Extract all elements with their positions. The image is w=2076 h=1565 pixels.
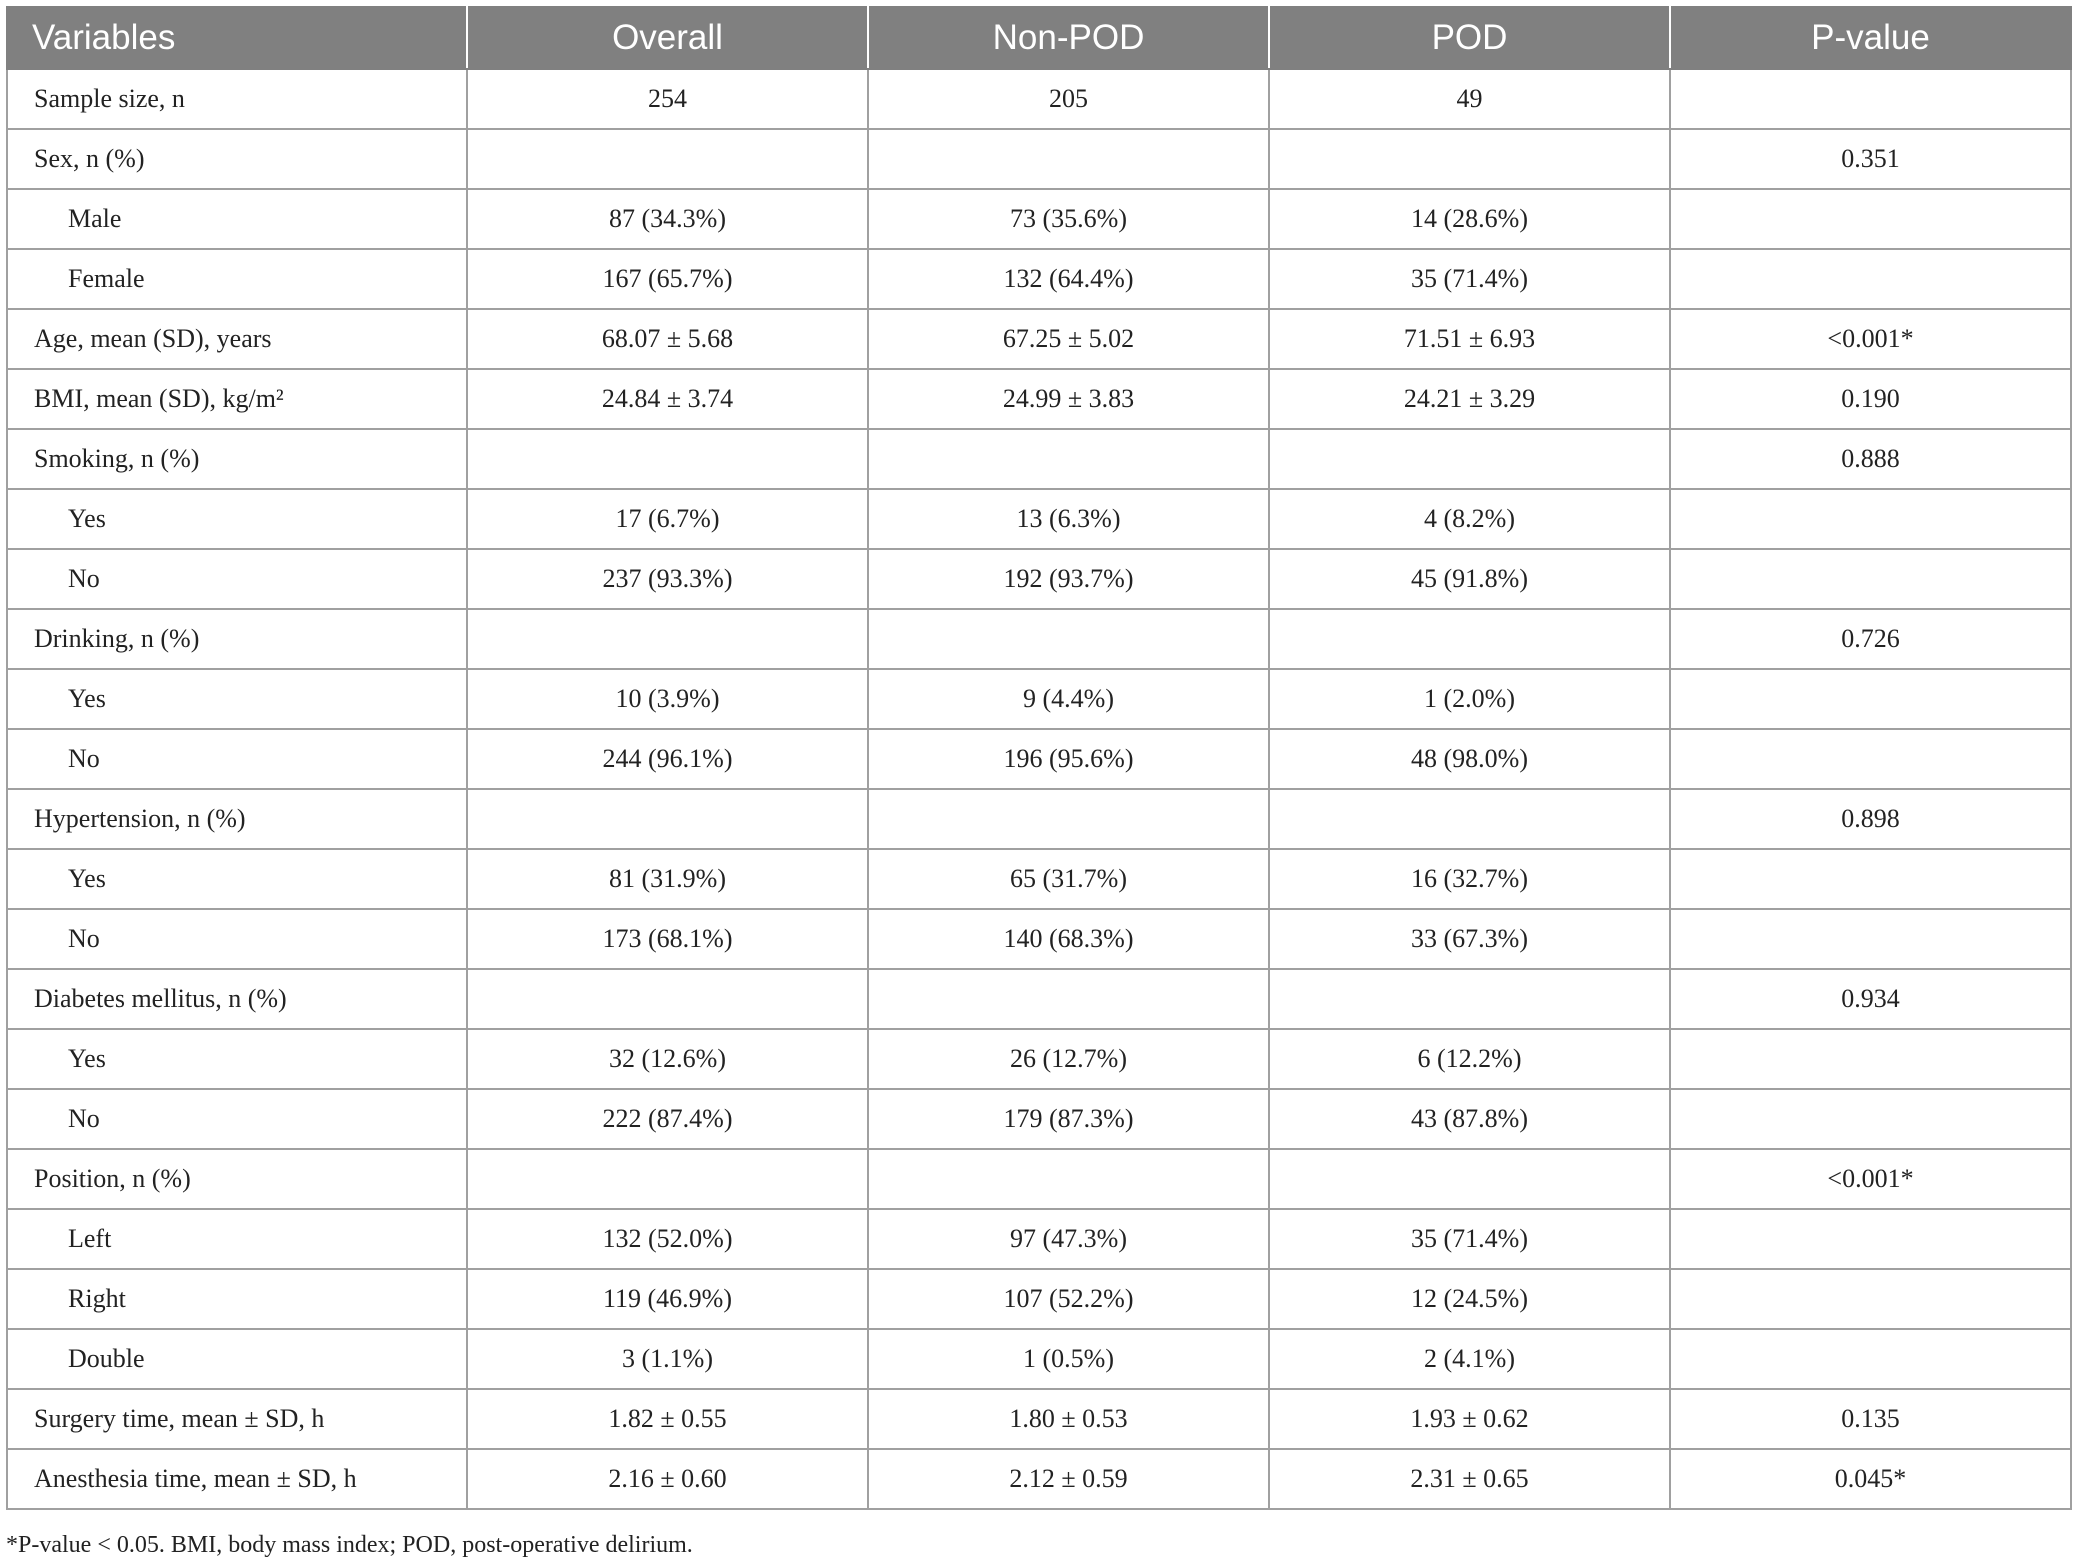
variable-label: Female	[7, 249, 467, 309]
variable-label: Hypertension, n (%)	[7, 789, 467, 849]
non-pod-cell: 192 (93.7%)	[868, 549, 1269, 609]
header-non-pod: Non-POD	[868, 7, 1269, 69]
overall-cell: 17 (6.7%)	[467, 489, 868, 549]
overall-cell: 3 (1.1%)	[467, 1329, 868, 1389]
variable-label: Age, mean (SD), years	[7, 309, 467, 369]
pod-cell	[1269, 1149, 1670, 1209]
non-pod-cell: 26 (12.7%)	[868, 1029, 1269, 1089]
table-row	[7, 909, 2071, 969]
pod-cell: 35 (71.4%)	[1269, 249, 1670, 309]
p-value-cell: 0.135	[1670, 1389, 2071, 1449]
header-p-value: P-value	[1670, 7, 2071, 69]
non-pod-cell: 2.12 ± 0.59	[868, 1449, 1269, 1509]
table-row	[7, 669, 2071, 729]
variable-label: No	[7, 549, 467, 609]
non-pod-cell: 24.99 ± 3.83	[868, 369, 1269, 429]
overall-cell	[467, 1149, 868, 1209]
pod-cell: 43 (87.8%)	[1269, 1089, 1670, 1149]
characteristics-table	[6, 6, 2072, 1510]
non-pod-cell: 132 (64.4%)	[868, 249, 1269, 309]
non-pod-cell: 1 (0.5%)	[868, 1329, 1269, 1389]
p-value-cell	[1670, 189, 2071, 249]
non-pod-cell: 67.25 ± 5.02	[868, 309, 1269, 369]
overall-cell: 244 (96.1%)	[467, 729, 868, 789]
table-row	[7, 1029, 2071, 1089]
variable-label: No	[7, 1089, 467, 1149]
pod-cell: 14 (28.6%)	[1269, 189, 1670, 249]
variable-label: Diabetes mellitus, n (%)	[7, 969, 467, 1029]
table-row	[7, 69, 2071, 129]
variable-label: Right	[7, 1269, 467, 1329]
pod-cell: 48 (98.0%)	[1269, 729, 1670, 789]
non-pod-cell: 179 (87.3%)	[868, 1089, 1269, 1149]
pod-cell	[1269, 609, 1670, 669]
overall-cell: 167 (65.7%)	[467, 249, 868, 309]
table-row	[7, 729, 2071, 789]
pod-cell: 4 (8.2%)	[1269, 489, 1670, 549]
non-pod-cell: 140 (68.3%)	[868, 909, 1269, 969]
variable-label: BMI, mean (SD), kg/m²	[7, 369, 467, 429]
p-value-cell	[1670, 729, 2071, 789]
overall-cell: 2.16 ± 0.60	[467, 1449, 868, 1509]
table-row	[7, 1089, 2071, 1149]
overall-cell: 32 (12.6%)	[467, 1029, 868, 1089]
overall-cell	[467, 789, 868, 849]
non-pod-cell: 65 (31.7%)	[868, 849, 1269, 909]
table-row	[7, 849, 2071, 909]
table-row	[7, 1149, 2071, 1209]
variable-label: Male	[7, 189, 467, 249]
overall-cell: 68.07 ± 5.68	[467, 309, 868, 369]
p-value-cell: 0.898	[1670, 789, 2071, 849]
p-value-cell	[1670, 69, 2071, 129]
p-value-cell	[1670, 849, 2071, 909]
variable-label: No	[7, 729, 467, 789]
table-row	[7, 429, 2071, 489]
p-value-cell	[1670, 249, 2071, 309]
p-value-cell: <0.001*	[1670, 1149, 2071, 1209]
pod-cell: 2.31 ± 0.65	[1269, 1449, 1670, 1509]
pod-cell: 6 (12.2%)	[1269, 1029, 1670, 1089]
variable-label: Sample size, n	[7, 69, 467, 129]
non-pod-cell: 196 (95.6%)	[868, 729, 1269, 789]
non-pod-cell	[868, 969, 1269, 1029]
pod-cell	[1269, 429, 1670, 489]
footnote: *P-value < 0.05. BMI, body mass index; POD, post-operative delirium.	[6, 1532, 693, 1558]
p-value-cell: 0.726	[1670, 609, 2071, 669]
p-value-cell: 0.888	[1670, 429, 2071, 489]
non-pod-cell: 13 (6.3%)	[868, 489, 1269, 549]
overall-cell: 173 (68.1%)	[467, 909, 868, 969]
pod-cell: 1.93 ± 0.62	[1269, 1389, 1670, 1449]
table-row	[7, 1269, 2071, 1329]
p-value-cell: 0.351	[1670, 129, 2071, 189]
p-value-cell	[1670, 1209, 2071, 1269]
non-pod-cell: 107 (52.2%)	[868, 1269, 1269, 1329]
non-pod-cell	[868, 609, 1269, 669]
table-row	[7, 189, 2071, 249]
variable-label: Sex, n (%)	[7, 129, 467, 189]
p-value-cell	[1670, 549, 2071, 609]
non-pod-cell	[868, 129, 1269, 189]
p-value-cell	[1670, 489, 2071, 549]
variable-label: Left	[7, 1209, 467, 1269]
p-value-cell: 0.045*	[1670, 1449, 2071, 1509]
variable-label: Double	[7, 1329, 467, 1389]
variable-label: Anesthesia time, mean ± SD, h	[7, 1449, 467, 1509]
table-row	[7, 789, 2071, 849]
pod-cell	[1269, 969, 1670, 1029]
table-row	[7, 129, 2071, 189]
table-row	[7, 489, 2071, 549]
header-row	[7, 7, 2071, 69]
pod-cell	[1269, 789, 1670, 849]
p-value-cell: 0.934	[1670, 969, 2071, 1029]
p-value-cell	[1670, 1089, 2071, 1149]
variable-label: Surgery time, mean ± SD, h	[7, 1389, 467, 1449]
table-row	[7, 1329, 2071, 1389]
overall-cell: 10 (3.9%)	[467, 669, 868, 729]
pod-cell: 16 (32.7%)	[1269, 849, 1670, 909]
overall-cell: 1.82 ± 0.55	[467, 1389, 868, 1449]
header-variables: Variables	[7, 7, 467, 69]
non-pod-cell	[868, 1149, 1269, 1209]
non-pod-cell	[868, 429, 1269, 489]
non-pod-cell	[868, 789, 1269, 849]
pod-cell: 71.51 ± 6.93	[1269, 309, 1670, 369]
table-row	[7, 1209, 2071, 1269]
table-row	[7, 969, 2071, 1029]
p-value-cell	[1670, 1269, 2071, 1329]
variable-label: Yes	[7, 669, 467, 729]
non-pod-cell: 97 (47.3%)	[868, 1209, 1269, 1269]
overall-cell: 119 (46.9%)	[467, 1269, 868, 1329]
pod-cell: 2 (4.1%)	[1269, 1329, 1670, 1389]
p-value-cell: 0.190	[1670, 369, 2071, 429]
overall-cell	[467, 129, 868, 189]
table-row	[7, 609, 2071, 669]
pod-cell: 45 (91.8%)	[1269, 549, 1670, 609]
table-body	[7, 69, 2071, 1509]
variable-label: Position, n (%)	[7, 1149, 467, 1209]
header-overall: Overall	[467, 7, 868, 69]
table-row	[7, 249, 2071, 309]
table-row	[7, 549, 2071, 609]
overall-cell: 24.84 ± 3.74	[467, 369, 868, 429]
pod-cell	[1269, 129, 1670, 189]
p-value-cell	[1670, 909, 2071, 969]
table-row	[7, 1449, 2071, 1509]
variable-label: Yes	[7, 849, 467, 909]
non-pod-cell: 73 (35.6%)	[868, 189, 1269, 249]
overall-cell	[467, 429, 868, 489]
p-value-cell	[1670, 1329, 2071, 1389]
overall-cell: 81 (31.9%)	[467, 849, 868, 909]
non-pod-cell: 9 (4.4%)	[868, 669, 1269, 729]
variable-label: Drinking, n (%)	[7, 609, 467, 669]
overall-cell: 87 (34.3%)	[467, 189, 868, 249]
variable-label: No	[7, 909, 467, 969]
overall-cell: 222 (87.4%)	[467, 1089, 868, 1149]
table-row	[7, 369, 2071, 429]
non-pod-cell: 1.80 ± 0.53	[868, 1389, 1269, 1449]
pod-cell: 1 (2.0%)	[1269, 669, 1670, 729]
overall-cell	[467, 609, 868, 669]
p-value-cell	[1670, 1029, 2071, 1089]
pod-cell: 35 (71.4%)	[1269, 1209, 1670, 1269]
overall-cell	[467, 969, 868, 1029]
header-pod: POD	[1269, 7, 1670, 69]
overall-cell: 254	[467, 69, 868, 129]
p-value-cell	[1670, 669, 2071, 729]
variable-label: Yes	[7, 489, 467, 549]
table-container	[6, 6, 2070, 1510]
variable-label: Smoking, n (%)	[7, 429, 467, 489]
overall-cell: 132 (52.0%)	[467, 1209, 868, 1269]
non-pod-cell: 205	[868, 69, 1269, 129]
pod-cell: 24.21 ± 3.29	[1269, 369, 1670, 429]
variable-label: Yes	[7, 1029, 467, 1089]
pod-cell: 49	[1269, 69, 1670, 129]
overall-cell: 237 (93.3%)	[467, 549, 868, 609]
table-row	[7, 309, 2071, 369]
table-row	[7, 1389, 2071, 1449]
p-value-cell: <0.001*	[1670, 309, 2071, 369]
pod-cell: 12 (24.5%)	[1269, 1269, 1670, 1329]
pod-cell: 33 (67.3%)	[1269, 909, 1670, 969]
